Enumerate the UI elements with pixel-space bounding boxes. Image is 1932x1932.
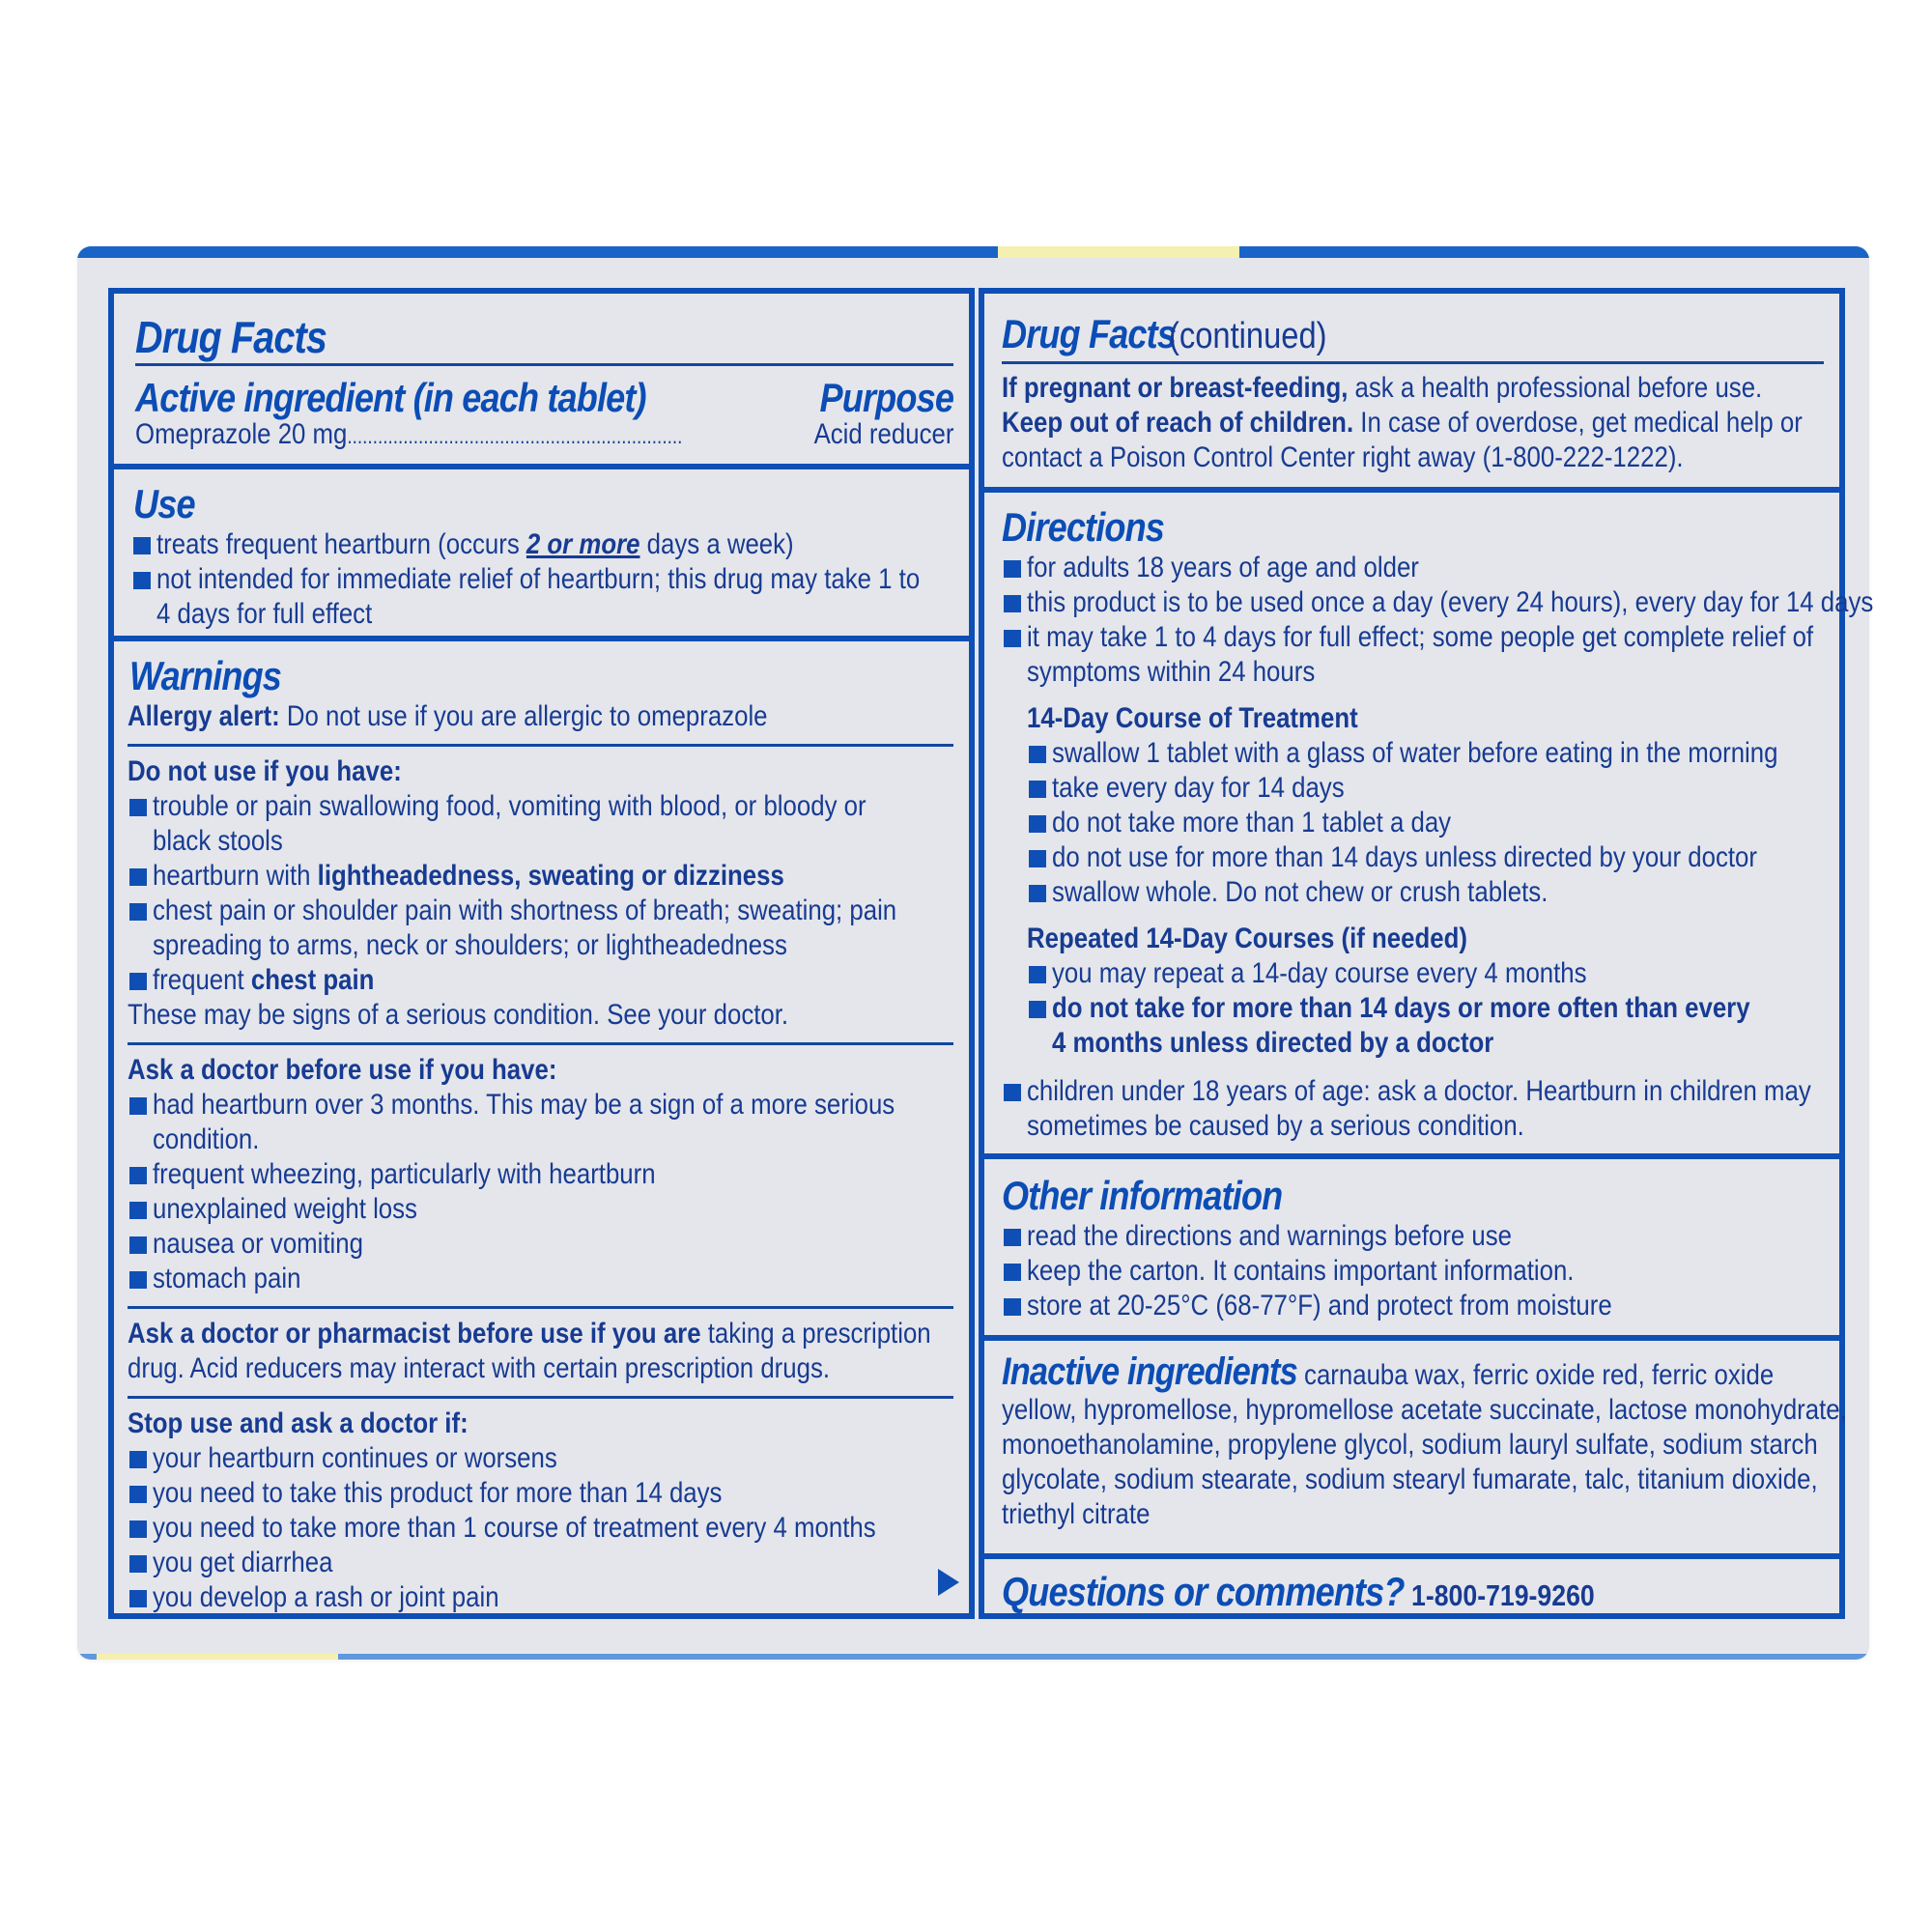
purpose-value: Acid reducer [813,418,953,450]
ask-doctor-heading: Ask a doctor before use if you have: [128,1054,557,1086]
questions-section [984,1553,1839,1613]
yellow-accent [97,1654,338,1660]
drug-facts-left-panel [108,288,975,1619]
repeated-item: you may repeat a 14-day course every 4 months [1027,956,1824,991]
drug-facts-right-panel [979,288,1874,1619]
course-item: take every day for 14 days [1027,771,1824,806]
questions-phone: 1-800-719-9260 [1404,1578,1595,1612]
ask-doctor-item: nausea or vomiting [128,1227,953,1262]
divider [1002,361,1824,364]
active-ingredient-section [114,294,969,464]
course-item: do not use for more than 14 days unless directed by your doctor [1027,840,1824,875]
inactive-ingredients-section [984,1335,1847,1553]
use-section [114,464,969,636]
ask-doctor-item: unexplained weight loss [128,1192,953,1227]
purpose-heading: Purpose [819,375,953,420]
course-heading: 14-Day Course of Treatment [1027,702,1358,734]
continue-arrow-icon [938,1569,959,1596]
children-item: children under 18 years of age: ask a doctor. Heartburn in children may sometimes be caused by a serious condition. [1002,1074,1824,1144]
course-item: swallow 1 tablet with a glass of water before eating in the morning [1027,736,1824,771]
ingredient-name: Omeprazole 20 mg [135,418,348,450]
directions-item: for adults 18 years of age and older [1002,551,1824,585]
stop-use-item: you develop a rash or joint pain [128,1580,953,1615]
divider [128,744,953,747]
repeated-item: do not take for more than 14 days or more often than every 4 months unless directed by a doctor [1027,991,1824,1061]
ask-doctor-item: stomach pain [128,1262,953,1296]
continued-title: Drug Facts(continued) [1002,311,1327,356]
use-item: treats frequent heartburn (occurs 2 or more days a week) [131,527,953,562]
course-item: do not take more than 1 tablet a day [1027,806,1824,840]
ask-doctor-item: frequent wheezing, particularly with heartburn [128,1157,953,1192]
directions-section [984,487,1874,1153]
do-not-use-item: trouble or pain swallowing food, vomiting with blood, or bloody or black stools [128,789,953,859]
dot-leader: .................................................................. [347,424,683,448]
stop-use-item: you get diarrhea [128,1546,953,1580]
do-not-use-item: heartburn with lightheadedness, sweating or dizziness [128,859,953,894]
repeated-heading: Repeated 14-Day Courses (if needed) [1027,923,1467,954]
other-info-item: keep the carton. It contains important information. [1002,1254,1824,1289]
directions-item: it may take 1 to 4 days for full effect; some people get complete relief of symptoms within 24 hours [1002,620,1824,690]
yellow-accent [998,246,1239,258]
emphasis-2-or-more: 2 or more [526,528,640,560]
active-ingredient-heading: Active ingredient (in each tablet) [135,375,646,420]
stop-use-item: your heartburn continues or worsens [128,1441,953,1476]
directions-item: this product is to be used once a day (every 24 hours), every day for 14 days [1002,585,1824,620]
other-information-heading: Other information [1002,1173,1283,1218]
divider [135,363,953,366]
questions-line [1002,1569,1824,1615]
warnings-section [114,636,969,1613]
stop-use-item: you need to take more than 1 course of treatment every 4 months [128,1511,953,1546]
keep-out-of-reach: Keep out of reach of children. In case of overdose, get medical help or contact a Poison Control Center right away (1-800-222-1222). [1002,407,1803,473]
directions-heading: Directions [1002,504,1165,550]
divider [128,1042,953,1045]
carton-bottom-band [77,1654,1869,1660]
ask-doctor-item: had heartburn over 3 months. This may be a sign of a more serious condition. [128,1088,953,1157]
use-heading: Use [133,481,195,526]
other-info-item: read the directions and warnings before use [1002,1219,1824,1254]
do-not-use-item: chest pain or shoulder pain with shortness of breath; sweating; pain spreading to arms, neck or shoulders; or lightheadedness [128,894,953,963]
do-not-use-heading: Do not use if you have: [128,755,402,787]
drug-facts-title: Drug Facts [135,312,327,362]
stop-use-heading: Stop use and ask a doctor if: [128,1407,469,1439]
serious-condition-note: These may be signs of a serious condition. See your doctor. [128,999,789,1031]
inactive-ingredients-text: Inactive ingredients carnauba wax, ferric oxide red, ferric oxide yellow, hypromellose, hypromellose acetate succinate, lactose monohydrate, monoethanolamine, propylene glycol, sodium lauryl sulfate, sodium starch glycolate, sodium stearate, sodium stearyl fumarate, talc, titanium dioxide, triethyl citrate [1002,1350,1847,1530]
course-block [1002,701,1824,1061]
continued-section [984,294,1839,487]
inactive-ingredients-heading: Inactive ingredients [1002,1350,1297,1393]
do-not-use-item: frequent chest pain [128,963,953,998]
stop-use-item: you need to take this product for more than 14 days [128,1476,953,1511]
questions-heading: Questions or comments? [1002,1569,1405,1614]
allergy-alert: Allergy alert: Do not use if you are allergic to omeprazole [128,700,768,732]
divider [128,1396,953,1399]
warnings-heading: Warnings [129,653,282,698]
use-item: not intended for immediate relief of heartburn; this drug may take 1 to 4 days for full effect [131,562,953,632]
divider [128,1306,953,1309]
other-info-item: store at 20-25°C (68-77°F) and protect from moisture [1002,1289,1824,1323]
pregnancy-warning: If pregnant or breast-feeding, ask a health professional before use. [1002,372,1763,404]
other-information-section [984,1153,1839,1335]
course-item: swallow whole. Do not chew or crush tablets. [1027,875,1824,910]
ask-pharmacist-warning: Ask a doctor or pharmacist before use if you are taking a prescription drug. Acid reducers may interact with certain prescription drugs. [128,1318,931,1384]
carton-top-band [77,246,1869,258]
